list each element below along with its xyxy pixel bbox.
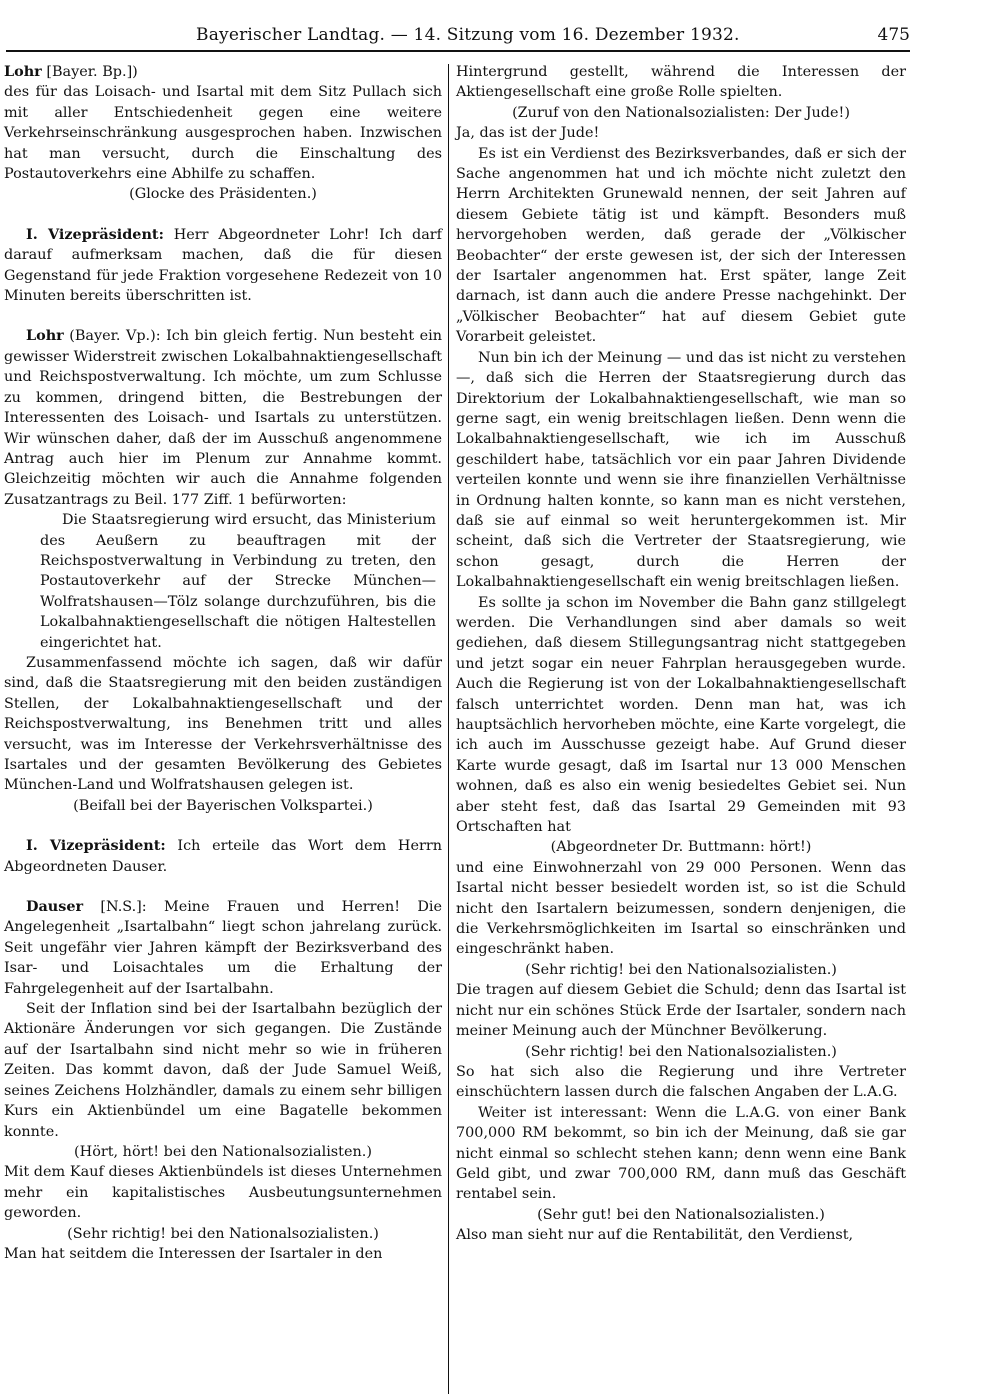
speaker-name: I. Vizepräsident: xyxy=(26,225,164,243)
interjection: (Abgeordneter Dr. Buttmann: hört!) xyxy=(550,839,812,856)
speaker-name: I. Vizepräsident: xyxy=(26,837,166,855)
paragraph: Es sollte ja schon im November die Bahn ganz stillgelegt werden. Die Verhandlungen sind aber damals so weit gediehen, daß diesem Stillegungsantrag nicht stattgegeben und jetzt sogar ein neuer Fahrplan herausgegeben wurde. Auch die Regierung ist von der Lokalbahnaktiengesellschaft falsch unterrichtet worden. Denn man hat, was ich hauptsächlich hervorheben möchte, eine Karte vorgelegt, die ich auch im Ausschusse gezeigt habe. Auf Grund dieser Karte wurde gesagt, daß im Isartal nur 13 000 Menschen wohnen, daß es also ein wenig besiedeltes Gebiet sei. Nun aber steht fest, daß das Isartal 29 Gemeinden mit 93 Ortschaften hat xyxy=(456,594,906,836)
speaker-heading xyxy=(4,62,442,82)
page-number: 475 xyxy=(877,25,910,45)
speech-text: Ich erteile das Wort dem Herrn Abgeordneten xyxy=(4,838,442,875)
paragraph: Also man sieht nur auf die Rentabilität, den Verdienst, xyxy=(456,1227,854,1244)
paragraph: Man hat seitdem die Interessen der Isartaler in den xyxy=(4,1245,383,1262)
right-column xyxy=(456,62,906,1246)
paragraph: Die tragen auf diesem Gebiet die Schuld; denn das Isartal ist nicht nur ein schönes Stück Erde der Isartaler, sondern nach meiner Meinung auch der Münchner Bevölkerung. xyxy=(456,982,906,1040)
column-divider xyxy=(448,64,449,1394)
paragraph: Seit der Inflation sind bei der Isartalbahn bezüglich der Aktionäre Änderungen vor sich gegangen. Die Zustände auf der Isartalbahn sind nicht mehr so wie in früheren Zeiten. Das kommt davon, daß der Jude Samuel Weiß, seines Zeichens Holzhändler, damals zu einem sehr billigen Kurs ein Aktienbündel um eine Bagatelle bekommen konnte. xyxy=(4,1001,442,1140)
speaker-name: Lohr xyxy=(26,327,64,345)
header-rule xyxy=(6,50,910,52)
paragraph: Nun bin ich der Meinung — und das ist nicht zu verstehen —, daß sich die Herren der Staatsregierung durch das Direktorium der Lokalbahnaktiengesellschaft, wie man so gerne sagt, ein wenig breitschlagen ließen. Denn wenn die Lokalbahnaktiengesellschaft, wie ich im Ausschuß geschildert habe, tatsächlich vor ein paar Jahren Dividende verteilen konnte und wenn sie ihre finanziellen Verhältnisse in Ordnung halten konnte, so kann man es nicht verstehen, daß sie auf einmal so weit heruntergekommen ist. Mir scheint, daß sich die Vertreter der Staatsregierung, wie schon gesagt, durch die Herren der Lokalbahnaktiengesellschaft ein wenig breitschlagen ließen. xyxy=(456,349,906,591)
paragraph: des für das Loisach- und Isartal mit dem Sitz Pullach sich mit aller Entschiedenheit gegen eine weitere Verkehrseinschränkung ausgesprochen haben. Inzwischen hat man versucht, durch die Einschaltung des Postautoverkehrs eine Abhilfe zu schaffen. xyxy=(4,84,442,183)
header-title: Bayerischer Landtag. — 14. Sitzung vom 16. Dezember 1932. xyxy=(196,25,740,45)
paragraph: So hat sich also die Regierung und ihre Vertreter einschüchtern lassen durch die falschen Angaben der L.A.G. xyxy=(456,1063,906,1101)
interjection: (Glocke des Präsidenten.) xyxy=(129,186,317,203)
paragraph: Es ist ein Verdienst des Bezirksverbandes, daß er sich der Sache angenommen hat und ich möchte nicht zuletzt den Herrn Architekten Grunewald nennen, der seit Jahren auf diesem Gebiete tätig ist und kämpft. Besonders muß hervorgehoben werden, daß gerade der „Völkischer Beobachter“ der erste gewesen ist, der sich der Interessen der Isartaler angenommen hat. Erst später, lange Zeit darnach, ist dann auch die andere Presse nachgehinkt. Der „Völkischer Beobachter“ hat auf diesem Gebiet gute Vorarbeit geleistet. xyxy=(456,145,906,346)
interjection: (Sehr gut! bei den Nationalsozialisten.) xyxy=(537,1206,825,1223)
speaker-name: Dauser xyxy=(26,898,84,916)
speech-paragraph xyxy=(4,326,442,510)
page-header xyxy=(6,22,910,48)
paragraph: Weiter ist interessant: Wenn die L.A.G. von einer Bank 700,000 RM bekommt, so bin ich der Meinung, daß sie gar nicht einmal so schlecht stehen kann; denn wenn eine Bank Geld gibt, und zwar 700,000 RM, dann muß das Geschäft rentabel sein. xyxy=(456,1104,906,1203)
interjection: (Beifall bei der Bayerischen Volkspartei.) xyxy=(73,797,373,814)
speaker-party: [N.S.]: xyxy=(100,899,147,916)
speech-paragraph xyxy=(4,897,442,999)
left-column xyxy=(4,62,442,1264)
named-speaker: Dauser. xyxy=(112,858,168,875)
interjection: (Sehr richtig! bei den Nationalsozialisten.) xyxy=(525,1043,837,1060)
paragraph: Mit dem Kauf dieses Aktienbündels ist dieses Unternehmen mehr ein kapitalistisches Ausbeutungsunternehmen geworden. xyxy=(4,1164,442,1222)
paragraph: Hintergrund gestellt, während die Interessen der Aktiengesellschaft eine große Rolle spielten. xyxy=(456,64,906,101)
speaker-name: Lohr xyxy=(4,63,42,80)
paragraph: Zusammenfassend möchte ich sagen, daß wir dafür sind, daß die Staatsregierung mit den beiden zuständigen Stellen, der Lokalbahnaktiengesellschaft und der Reichspostverwaltung, ins Benehmen tritt und alles versucht, was im Interesse der Verkehrsverhältnisse des Isartales und der gesamten Bevölkerung des Gebietes München-Land und Wolfratshausen gelegen ist. xyxy=(4,654,442,794)
interjection: (Hört, hört! bei den Nationalsozialisten.) xyxy=(74,1143,372,1160)
speech-paragraph xyxy=(4,836,442,877)
speech-text: Meine Frauen und Herren! Die Angelegenheit „Isartalbahn“ liegt schon jahrelang zurück. Seit ungefähr vier Jahren kämpft der Bezirksverband des Isar- und Loisachtales um die Erhaltung der Fahrgelegenheit auf der Isartalbahn. xyxy=(4,899,443,997)
interjection: (Sehr richtig! bei den Nationalsozialisten.) xyxy=(525,961,837,978)
speech-text: Ich bin gleich fertig. Nun besteht ein gewisser Widerstreit zwischen Lokalbahnaktiengesellschaft und Reichspostverwaltung. Ich möchte, um zum Schlusse zu kommen, dringend bitten, die Bestrebungen der Interessenten des Loisach- und Isartals zu unterstützen. Wir wünschen daher, daß der im Ausschuß angenommene Antrag auch hier im Plenum zur Annahme kommt. Gleichzeitig möchten wir auch die Annahme folgenden Zusatzantrags zu Beil. 177 Ziff. 1 befürworten: xyxy=(4,328,442,508)
paragraph: Ja, das ist der Jude! xyxy=(456,125,600,142)
speaker-party: [Bayer. Bp.]) xyxy=(46,64,138,80)
speaker-party: (Bayer. Vp.): xyxy=(69,328,161,345)
speech-paragraph xyxy=(4,225,442,307)
interjection: (Zuruf von den Nationalsozialisten: Der Jude!) xyxy=(512,104,850,121)
paragraph: und eine Einwohnerzahl von 29 000 Personen. Wenn das Isartal nicht besser besiedelt worden ist, so ist die Schuld nicht den Isartalern beizumessen, sondern denjenigen, die die Verkehrsmöglichkeiten im Isartal so einschränken und eingeschränkt haben. xyxy=(456,859,906,958)
motion-quote: Die Staatsregierung wird ersucht, das Ministerium des Aeußern zu beauftragen mit der Reichspostverwaltung in Verbindung zu treten, den Postautoverkehr auf der Strecke München—Wolfratshausen—Tölz solange durchzuführen, bis die Lokalbahnaktiengesellschaft die nötigen Haltestellen eingerichtet hat. xyxy=(40,512,436,651)
interjection: (Sehr richtig! bei den Nationalsozialisten.) xyxy=(67,1225,379,1242)
speech-text: Herr Abgeordneter Lohr! Ich darf darauf aufmerksam machen, daß die für diesen Gegenstand für jede Fraktion vorgesehene Redezeit von 10 Minuten bereits überschritten ist. xyxy=(4,226,442,305)
